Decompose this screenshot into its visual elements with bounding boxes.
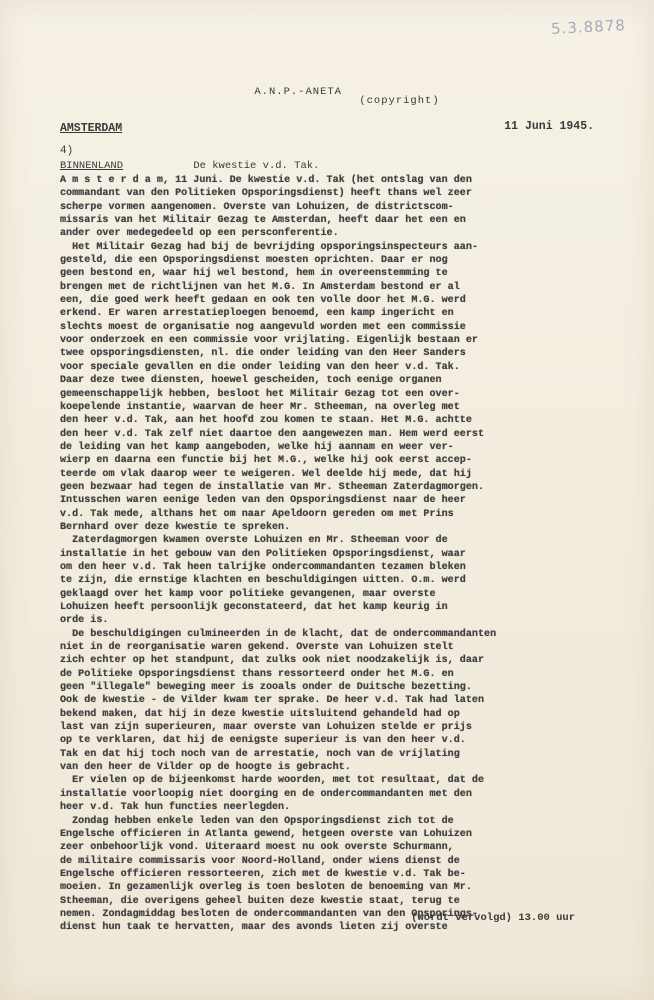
body-line: installatie in het gebouw van den Politieken Opsporingsdienst, waar — [60, 548, 466, 560]
copyright-notice: (copyright) — [359, 95, 440, 107]
body-line: geen "illegale" beweging meer is zooals onder de Duitsche bezetting. — [60, 682, 472, 694]
body-line: Stheeman, die overigens geheel buiten deze kwestie staat, terug te — [60, 895, 460, 907]
continued-note: (wordt vervolgd) 13.00 uur — [411, 912, 575, 924]
body-line: heer v.d. Tak hun functies neerlegden. — [60, 802, 291, 814]
body-line: geklaagd over het kamp voor politieke gevangenen, maar overste — [60, 588, 436, 600]
agency-header — [0, 86, 654, 107]
body-line: last van zijn superieuren, maar overste van Lohuizen stelde er prijs — [60, 722, 472, 734]
body-line: missaris van het Militair Gezag te Amsterdan, heeft daar het een en — [60, 215, 466, 227]
body-line: de Politieke Opsporingsdienst thans ressorteerd onder het M.G. en — [60, 668, 454, 680]
body-line: ander over medegedeeld op een persconferentie. — [60, 228, 339, 240]
body-line: Lohuizen heeft persoonlijk geconstateerd, dat het kamp keurig in — [60, 602, 448, 613]
body-line: De beschuldigingen culmineerden in de klacht, dat de ondercommandanten — [60, 628, 497, 640]
body-line: gesteld, die een Opsporingsdienst moesten oprichten. Daar er nog — [60, 255, 448, 267]
dateline — [60, 122, 594, 135]
dateline-date: 11 Juni 1945. — [504, 120, 594, 133]
body-line: de leiding van het kamp aangeboden, welke hij aannam en weer ver- — [60, 441, 454, 453]
body-line: orde is. — [60, 615, 109, 627]
body-line: geen bezwaar had tegen de installatie van Mr. Stheeman Zaterdagmorgen. — [60, 481, 485, 493]
body-line: op te verklaren, dat hij de eenigste superieur is van den heer v.d. — [60, 735, 466, 747]
body-line: teerde om vlak daarop weer te weigeren. Wel deelde hij mede, dat hij — [60, 468, 472, 480]
body-line: dienst hun taak te hervatten, maar des avonds lieten zij overste — [60, 922, 448, 934]
body-line: een, die goed werk heeft gedaan en ook ten volle door het M.G. werd — [60, 295, 466, 307]
body-line: om den heer v.d. Tak heen talrijke ondercommandanten tezamen bleken — [60, 561, 466, 573]
article-body — [60, 174, 615, 935]
body-line: slechts moest de organisatie nog aangevuld worden met een commissie — [60, 321, 466, 333]
body-line: nemen. Zondagmiddag besloten de ondercommandanten van den Opsporings- — [60, 908, 478, 920]
body-line: te zijn, die ernstige klachten en beschuldigingen uitten. O.m. werd — [60, 575, 466, 587]
body-line: Intusschen waren eenige leden van den Opsporingsdienst naar de heer — [60, 495, 466, 507]
body-line: brengen met de richtlijnen van het M.G. In Amsterdam bestond er al — [60, 281, 460, 293]
section-heading — [60, 160, 594, 172]
body-line: erkend. Er waren arrestatieploegen benoemd, een kamp ingericht en — [60, 308, 454, 320]
article-subject: De kwestie v.d. Tak. — [193, 160, 320, 172]
body-line: van den heer de Vilder op de hoogte is gebracht. — [60, 762, 351, 774]
archive-number: 5.3.8878 — [550, 16, 627, 38]
body-line: zich echter op het standpunt, dat zulks ook niet noodzakelijk is, daar — [60, 655, 485, 667]
body-line: voor onderzoek en een commissie voor vrijlating. Eigenlijk bestaan er — [60, 335, 478, 347]
body-line: scherpe vormen aangenomen. Overste van Lohuizen, de districtscom- — [60, 201, 454, 213]
body-line: Engelsche officieren ressorteeren, zich met de kwestie v.d. Tak be- — [60, 868, 466, 880]
body-line: den heer v.d. Tak zelf niet daartoe den aangewezen man. Hem werd eerst — [60, 428, 485, 440]
body-line: Het Militair Gezag had bij de bevrijding opsporingsinspecteurs aan- — [60, 241, 478, 253]
body-line: Zaterdagmorgen kwamen overste Lohuizen en Mr. Stheeman voor de — [60, 535, 448, 547]
body-line: zeer onbehoorlijk vond. Uiteraard moest nu ook overste Schurmann, — [60, 842, 454, 854]
body-line: gemeenschappelijk hebben, besloot het Militair Gezag tot een over- — [60, 388, 460, 400]
body-line: koepelende instantie, waarvan de heer Mr. Stheeman, na overleg met — [60, 401, 460, 413]
body-line: bekend maken, dat hij in deze kwestie uitsluitend gehandeld had op — [60, 708, 460, 720]
body-line: voor speciale gevallen en die onder leiding van den heer v.d. Tak. — [60, 361, 460, 373]
body-line: moeien. In gezamenlijk overleg is toen besloten de benoeming van Mr. — [60, 882, 472, 894]
body-line: de militaire commissaris voor Noord-Holland, onder wiens dienst de — [60, 855, 460, 867]
body-line: Daar deze twee diensten, hoewel gescheiden, toch eenige organen — [60, 375, 442, 387]
body-line: Ook de kwestie - de Vilder kwam ter sprake. De heer v.d. Tak had laten — [60, 695, 485, 707]
body-line: niet in de reorganisatie waren gekend. Overste van Lohuizen stelt — [60, 642, 454, 654]
agency-name: A.N.P.-ANETA — [254, 86, 342, 98]
body-line: commandant van den Politieken Opsporingsdienst) heeft thans wel zeer — [60, 188, 472, 200]
body-line: installatie voorloopig niet doorging en de ondercommandanten met den — [60, 788, 472, 800]
body-line: Er vielen op de bijeenkomst harde woorden, met tot resultaat, dat de — [60, 775, 485, 787]
body-line: wierp en daarna een functie bij het M.G., welke hij ook eerst accep- — [60, 455, 472, 467]
section-name: BINNENLAND — [60, 160, 124, 172]
body-line: Bernhard over deze kwestie te spreken. — [60, 521, 291, 533]
body-line: Engelsche officieren in Atlanta gewend, hetgeen overste van Lohuizen — [60, 828, 472, 840]
item-number: 4) — [60, 145, 74, 157]
body-line: geen bestond en, waar hij wel bestond, hem in overeenstemming te — [60, 268, 448, 280]
body-line: A m s t e r d a m, 11 Juni. De kwestie v.d. Tak (het ontslag van den — [60, 175, 472, 186]
body-line: Zondag hebben enkele leden van den Opsporingsdienst zich tot de — [60, 815, 454, 827]
body-line: v.d. Tak mede, althans het om naar Apeldoorn gereden om met Prins — [60, 508, 454, 520]
dateline-city: AMSTERDAM — [60, 122, 123, 135]
body-line: Tak en dat hij toch noch van de arrestatie, noch van de vrijlating — [60, 748, 460, 760]
body-line: den heer v.d. Tak, aan het hoofd zou komen te staan. Het M.G. achtte — [60, 415, 472, 427]
body-line: twee opsporingsdiensten, nl. die onder leiding van den Heer Sanders — [60, 348, 466, 360]
